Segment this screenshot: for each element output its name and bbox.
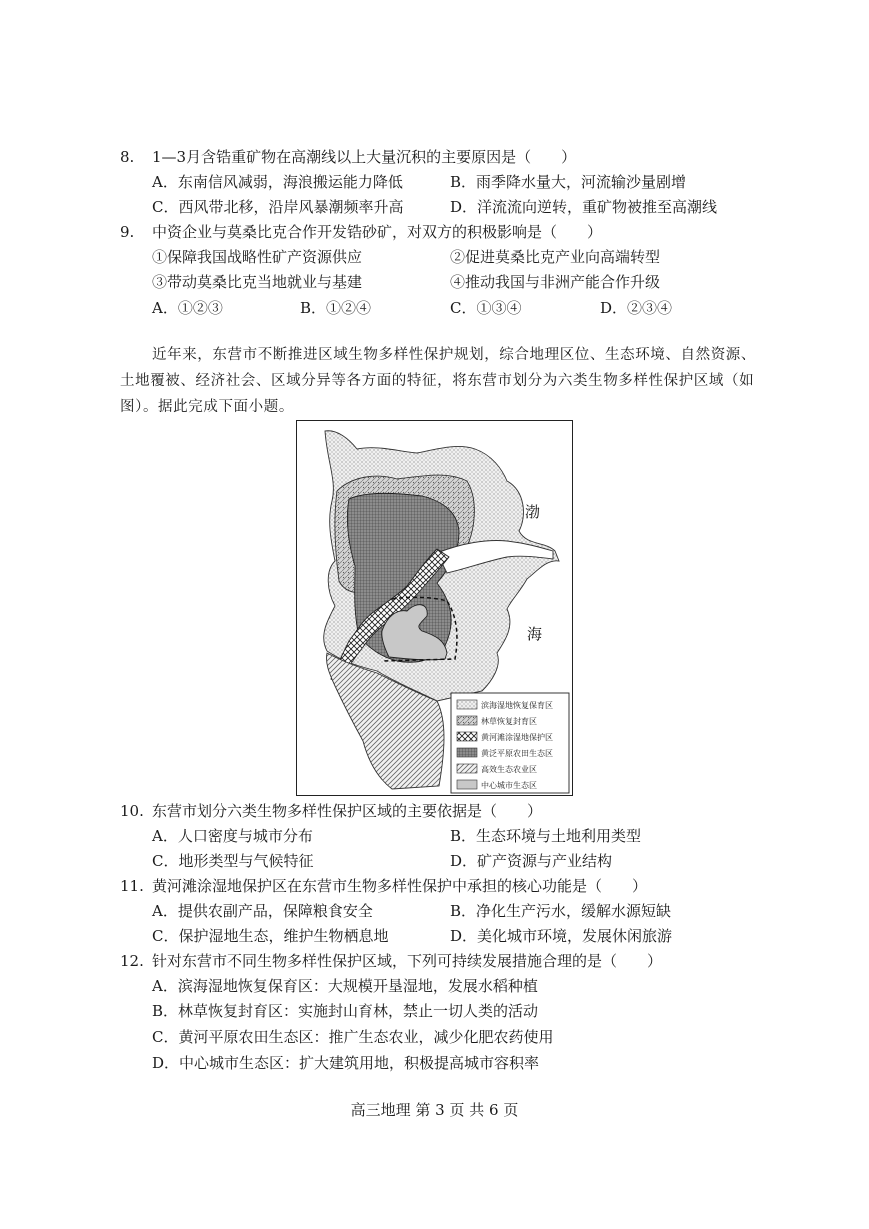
q12-option-d[interactable]: D．中心城市生态区：扩大建筑用地，积极提高城市容积率 [152,1054,540,1072]
q9-item-1: ①保障我国战略性矿产资源供应 [152,248,363,266]
q11-option-c[interactable]: C．保护湿地生态，维护生物栖息地 [152,927,389,945]
q9-stem: 中资企业与莫桑比克合作开发锆砂矿，对双方的积极影响是（ ） [152,223,603,241]
q9-option-d[interactable]: D．②③④ [600,299,673,317]
map-svg [297,421,572,795]
legend-label-forest: 林草恢复封育区 [481,717,537,726]
q11-option-a[interactable]: A．提供农副产品，保障粮食安全 [152,902,373,920]
q10-stem: 东营市划分六类生物多样性保护区域的主要依据是（ ） [152,802,543,820]
q12-option-b[interactable]: B．林草恢复封育区：实施封山育林，禁止一切人类的活动 [152,1002,539,1020]
q12-number: 12. [120,952,144,970]
legend-swatch-forest [457,716,477,725]
sea-label-bo: 渤 [525,503,541,521]
q10-number: 10. [120,802,144,820]
q10-option-c[interactable]: C．地形类型与气候特征 [152,852,314,870]
q9-number: 9. [120,223,135,241]
q8-option-b[interactable]: B．雨季降水量大，河流输沙量剧增 [450,173,687,191]
q11-option-d[interactable]: D．美化城市环境，发展休闲旅游 [450,927,673,945]
legend-label-farmland: 黄泛平原农田生态区 [481,749,553,758]
legend-swatch-river-wetland [457,732,477,741]
q9-option-b[interactable]: B．①②④ [300,299,372,317]
q9-item-2: ②促进莫桑比克产业向高端转型 [450,248,661,266]
q12-option-c[interactable]: C．黄河平原农田生态区：推广生态农业，减少化肥农药使用 [152,1028,554,1046]
q8-stem: 1—3月含锆重矿物在高潮线以上大量沉积的主要原因是（ ） [152,148,577,166]
sea-label-hai: 海 [527,625,543,643]
q12-stem: 针对东营市不同生物多样性保护区域，下列可持续发展措施合理的是（ ） [152,952,663,970]
q10-option-b[interactable]: B．生态环境与土地利用类型 [450,827,642,845]
legend-swatch-farmland [457,748,477,757]
q8-option-a[interactable]: A．东南信风减弱，海浪搬运能力降低 [152,173,403,191]
q11-option-b[interactable]: B．净化生产污水，缓解水源短缺 [450,902,672,920]
legend-swatch-coastal [457,700,477,709]
legend-label-eco-agriculture: 高效生态农业区 [481,765,537,774]
q9-item-3: ③带动莫桑比克当地就业与基建 [152,273,363,291]
passage-line-2: 土地覆被、经济社会、区域分异等各方面的特征，将东营市划分为六类生物多样性保护区域（如 [120,373,755,389]
q9-item-4: ④推动我国与非洲产能合作升级 [450,273,661,291]
q10-option-d[interactable]: D．矿产资源与产业结构 [450,852,613,870]
legend-label-river-wetland: 黄河滩涂湿地保护区 [481,733,553,742]
q8-option-c[interactable]: C．西风带北移，沿岸风暴潮频率升高 [152,198,404,216]
q11-stem: 黄河滩涂湿地保护区在东营市生物多样性保护中承担的核心功能是（ ） [152,877,648,895]
q11-number: 11. [120,877,144,895]
map-legend [451,693,569,793]
legend-label-coastal: 滨海湿地恢复保育区 [481,701,553,710]
legend-swatch-city [457,780,477,789]
q10-option-a[interactable]: A．人口密度与城市分布 [152,827,313,845]
legend-label-city: 中心城市生态区 [481,781,537,790]
q8-number: 8. [120,148,135,166]
passage-line-1: 近年来，东营市不断推进区域生物多样性保护规划，综合地理区位、生态环境、自然资源、 [152,347,756,363]
q9-option-c[interactable]: C．①③④ [450,299,522,317]
passage-line-3: 图）。据此完成下面小题。 [120,399,294,415]
q8-option-d[interactable]: D．洋流流向逆转，重矿物被推至高潮线 [450,198,718,216]
legend-swatch-eco-agriculture [457,764,477,773]
page-footer: 高三地理 第 3 页 共 6 页 [350,1101,519,1119]
q9-option-a[interactable]: A．①②③ [152,299,223,317]
dongying-protection-zone-map [296,420,573,796]
q12-option-a[interactable]: A．滨海湿地恢复保育区：大规模开垦湿地，发展水稻种植 [152,977,538,995]
